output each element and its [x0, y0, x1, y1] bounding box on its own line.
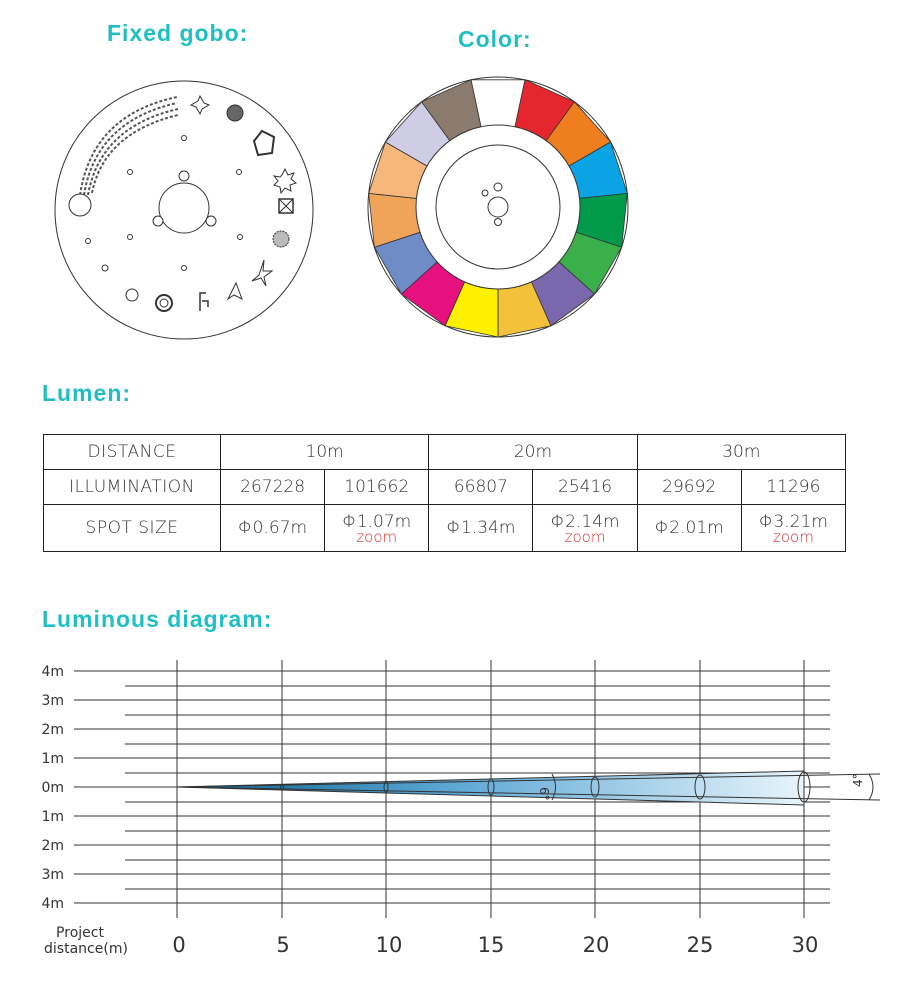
- distance-20m: 20m: [429, 435, 637, 470]
- distance-30m: 30m: [637, 435, 845, 470]
- gobo-rings-icon: [156, 295, 172, 311]
- y-tick-label: 4m: [41, 896, 64, 912]
- spot-cell: [741, 505, 845, 552]
- x-tick-label: 25: [686, 933, 714, 957]
- lumen-table: [43, 434, 846, 552]
- angle-wide-label: 6°: [537, 787, 551, 801]
- spot-cell: [325, 505, 429, 552]
- y-tick-label: 3m: [41, 693, 64, 709]
- gobo-sun-icon: [274, 169, 296, 193]
- color-heading: Color:: [458, 26, 532, 52]
- spot-value: Φ1.34m: [446, 517, 516, 538]
- angle-narrow-label: 4°: [851, 773, 865, 787]
- fixed-gobo-heading: Fixed gobo:: [107, 20, 249, 46]
- table-row: [44, 470, 846, 505]
- x-axis-labels: [172, 933, 818, 957]
- y-tick-label: 0m: [41, 780, 64, 796]
- x-axis-title-line2: distance(m): [44, 941, 128, 957]
- spot-value: Φ3.21m: [758, 511, 828, 532]
- illumination-cell: 29692: [637, 470, 741, 505]
- spot-cell: [221, 505, 325, 552]
- spot-cell: [429, 505, 533, 552]
- illumination-label: ILLUMINATION: [44, 470, 221, 505]
- zoom-label: zoom: [356, 527, 398, 546]
- table-row: [44, 435, 846, 470]
- x-tick-label: 5: [276, 933, 290, 957]
- y-tick-label: 3m: [41, 867, 64, 883]
- spot-cell: [637, 505, 741, 552]
- y-axis-labels: [41, 664, 64, 912]
- illumination-cell: 25416: [533, 470, 637, 505]
- gobo-square-icon: [279, 199, 293, 213]
- gobo-triangle-icon: [228, 283, 242, 299]
- spot-value: Φ1.07m: [342, 511, 412, 532]
- x-tick-label: 20: [582, 933, 610, 957]
- x-axis-title-line1: Project: [56, 925, 104, 941]
- color-wheel: [366, 75, 631, 340]
- y-tick-label: 1m: [41, 809, 64, 825]
- distance-label: DISTANCE: [44, 435, 221, 470]
- zoom-label: zoom: [564, 527, 606, 546]
- spot-value: Φ2.14m: [550, 511, 620, 532]
- x-tick-label: 10: [375, 933, 403, 957]
- spot-value: Φ2.01m: [654, 517, 724, 538]
- x-tick-label: 0: [172, 933, 186, 957]
- gobo-wheel: [52, 75, 317, 340]
- y-tick-label: 4m: [41, 664, 64, 680]
- gobo-flower-icon: [273, 231, 289, 247]
- table-row: [44, 505, 846, 552]
- spot-cell: [533, 505, 637, 552]
- gobo-bracket-icon: [200, 293, 208, 311]
- luminous-diagram-heading: Luminous diagram:: [42, 606, 273, 632]
- illumination-cell: 101662: [325, 470, 429, 505]
- y-tick-label: 2m: [41, 838, 64, 854]
- zoom-label: zoom: [772, 527, 814, 546]
- y-tick-label: 2m: [41, 722, 64, 738]
- distance-10m: 10m: [221, 435, 429, 470]
- arc-stripe-gobo-icon: [80, 97, 178, 195]
- gobo-dots-ball-icon: [227, 105, 243, 121]
- spot-size-label: SPOT SIZE: [44, 505, 221, 552]
- gobo-star-icon: [252, 260, 272, 286]
- illumination-cell: 267228: [221, 470, 325, 505]
- gobo-pinwheel-icon: [191, 96, 209, 114]
- illumination-cell: 11296: [741, 470, 845, 505]
- x-tick-label: 30: [791, 933, 819, 957]
- spot-value: Φ0.67m: [238, 517, 308, 538]
- gobo-prism-icon: [254, 131, 274, 155]
- x-tick-label: 15: [477, 933, 505, 957]
- luminous-diagram: [0, 650, 900, 985]
- y-tick-label: 1m: [41, 751, 64, 767]
- illumination-cell: 66807: [429, 470, 533, 505]
- lumen-heading: Lumen:: [42, 380, 132, 406]
